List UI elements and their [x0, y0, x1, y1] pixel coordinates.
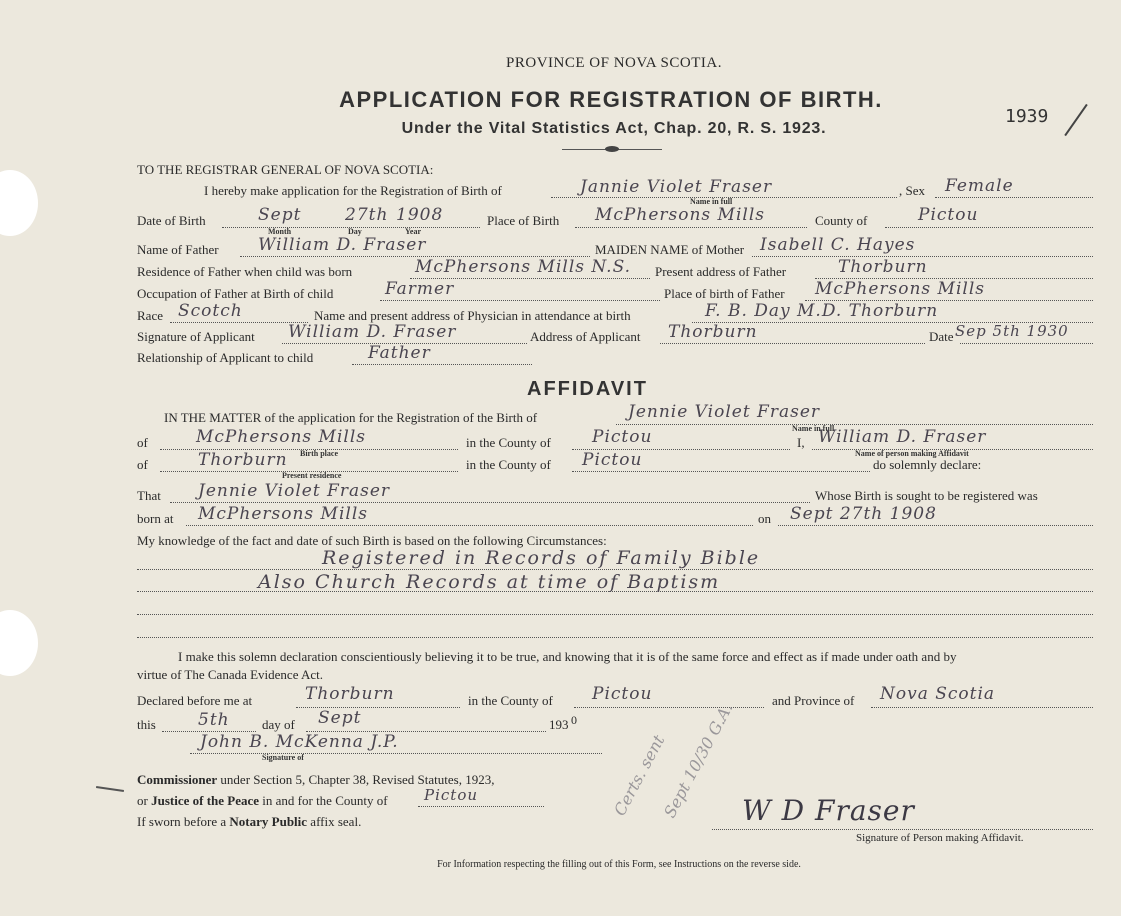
- affiant-signature-line: [712, 829, 1093, 830]
- county-entry: Pictou: [918, 205, 979, 225]
- present-address-label: Present address of Father: [655, 264, 787, 279]
- declared-county-entry: Pictou: [592, 684, 653, 704]
- relationship-line: [352, 364, 532, 365]
- sex-line: [935, 197, 1093, 198]
- affidavit-matter-text: IN THE MATTER of the application for the Registration of the Birth of: [164, 410, 538, 425]
- born-at-line: [186, 525, 753, 526]
- commissioner-bold: Commissioner: [137, 772, 218, 787]
- year-printed: 193: [549, 717, 569, 732]
- circumstance-entry-1: Registered in Records of Family Bible: [322, 547, 761, 569]
- pob-line: [575, 227, 807, 228]
- applicant-address-entry: Thorburn: [668, 322, 758, 342]
- month-caption: Month: [268, 227, 292, 236]
- justice-line: [137, 793, 388, 809]
- signature-of-caption: Signature of: [262, 753, 304, 762]
- declaration-text-2: virtue of The Canada Evidence Act.: [137, 667, 324, 682]
- child-name-entry: Jannie Violet Fraser: [580, 177, 773, 197]
- justice-or: or: [137, 793, 148, 808]
- of-label-2: of: [137, 457, 148, 472]
- maiden-name-entry: Isabell C. Hayes: [760, 235, 916, 255]
- form-subtitle: Under the Vital Statistics Act, Chap. 20, R. S. 1923.: [401, 120, 827, 137]
- born-on-line: [778, 525, 1093, 526]
- declared-county-label: in the County of: [468, 693, 553, 708]
- this-day-entry: 5th: [198, 710, 230, 730]
- pencil-note-1: Certs. sent: [610, 731, 669, 819]
- born-on-entry: Sept 27th 1908: [790, 504, 937, 524]
- notary-post: affix seal.: [310, 814, 362, 829]
- that-entry: Jennie Violet Fraser: [198, 481, 391, 501]
- occupation-label: Occupation of Father at Birth of child: [137, 286, 334, 301]
- circumstance-entry-2: Also Church Records at time of Baptism: [258, 571, 721, 593]
- maiden-name-label: MAIDEN NAME of Mother: [595, 242, 745, 257]
- hereby-label: I hereby make application for the Registration of Birth of: [204, 183, 502, 198]
- race-entry: Scotch: [178, 301, 243, 321]
- county-line: [885, 227, 1093, 228]
- occupation-line: [380, 300, 660, 301]
- notary-pre: If sworn before a: [137, 814, 227, 829]
- declared-before-label: Declared before me at: [137, 693, 253, 708]
- person-caption: Name of person making Affidavit: [855, 449, 969, 458]
- year-caption: Year: [405, 227, 421, 236]
- of-label-1: of: [137, 435, 148, 450]
- applicant-address-line: [660, 343, 925, 344]
- punch-hole-bottom: [0, 610, 38, 676]
- declared-province-entry: Nova Scotia: [880, 684, 996, 704]
- date-label: Date: [929, 329, 954, 344]
- occupation-entry: Farmer: [385, 279, 455, 299]
- in-county-label-1: in the County of: [466, 435, 551, 450]
- county2-entry: Pictou: [582, 450, 643, 470]
- province-label: and Province of: [772, 693, 855, 708]
- on-label: on: [758, 511, 771, 526]
- applicant-address-label: Address of Applicant: [530, 329, 641, 344]
- relationship-entry: Father: [368, 343, 431, 363]
- commissioner-signature-entry: John B. McKenna J.P.: [200, 732, 399, 752]
- residence2-entry: Thorburn: [198, 450, 288, 470]
- pencil-note-2: Sept 10/30 G.A.: [660, 699, 737, 821]
- affidavit-name-in-full-caption: Name in full: [792, 424, 835, 433]
- birth-place-caption: Birth place: [300, 449, 338, 458]
- province-heading: PROVINCE OF NOVA SCOTIA.: [506, 55, 722, 71]
- knowledge-label: My knowledge of the fact and date of such Birth is based on the following Circumstances:: [137, 533, 607, 548]
- margin-dash-mark: [96, 786, 124, 792]
- year-digit-entry: 0: [571, 713, 577, 727]
- present-residence-caption: Present residence: [282, 471, 342, 480]
- of-place-entry: McPhersons Mills: [196, 427, 366, 447]
- affiant-signature-entry: W D Fraser: [742, 794, 915, 827]
- sex-entry: Female: [945, 176, 1014, 196]
- father-birthplace-entry: McPhersons Mills: [815, 279, 985, 299]
- sex-label: , Sex: [899, 183, 925, 198]
- that-line: [170, 502, 810, 503]
- father-entry: William D. Fraser: [258, 235, 427, 255]
- dob-year-entry: 1908: [396, 205, 444, 225]
- notary-bold: Notary Public: [229, 814, 308, 829]
- declared-province-line: [871, 707, 1093, 708]
- whose-birth-label: Whose Birth is sought to be registered was: [815, 488, 1038, 503]
- that-label: That: [137, 488, 161, 503]
- affiant-signature-caption: Signature of Person making Affidavit.: [856, 832, 1024, 844]
- dob-label: Date of Birth: [137, 213, 206, 228]
- father-birthplace-label: Place of birth of Father: [664, 286, 785, 301]
- residence-entry: McPhersons Mills N.S.: [415, 257, 632, 277]
- present-address-entry: Thorburn: [838, 257, 928, 277]
- commissioner-rest: under Section 5, Chapter 38, Revised Statutes, 1923,: [220, 772, 495, 787]
- addressee-line: TO THE REGISTRAR GENERAL OF NOVA SCOTIA:: [137, 162, 434, 177]
- year-stamp: 1939: [1005, 106, 1049, 127]
- pob-label: Place of Birth: [487, 213, 560, 228]
- circumstance-line-3: [137, 614, 1093, 615]
- title-ornament: [562, 148, 662, 152]
- date-entry: Sep 5th 1930: [955, 322, 1069, 340]
- footer-note: For Information respecting the filling out of this Form, see Instructions on the reverse side.: [437, 859, 801, 870]
- race-label: Race: [137, 308, 163, 323]
- affidavit-child-entry: Jennie Violet Fraser: [628, 402, 821, 422]
- i-label: I,: [797, 435, 805, 450]
- justice-county-line: [418, 806, 544, 807]
- justice-bold: Justice of the Peace: [151, 793, 260, 808]
- in-county-label-2: in the County of: [466, 457, 551, 472]
- punch-hole-top: [0, 170, 38, 236]
- commissioner-signature-line: [190, 753, 602, 754]
- affidavit-child-line: [616, 424, 1093, 425]
- physician-label: Name and present address of Physician in attendance at birth: [314, 308, 631, 323]
- declaration-text-1: I make this solemn declaration conscientiously believing it to be true, and knowing that it is of the same force and effect as if made under oath and by: [178, 649, 957, 664]
- county1-entry: Pictou: [592, 427, 653, 447]
- declared-at-entry: Thorburn: [305, 684, 395, 704]
- day-of-entry: Sept: [318, 708, 362, 728]
- born-at-entry: McPhersons Mills: [198, 504, 368, 524]
- physician-entry: F. B. Day M.D. Thorburn: [705, 301, 939, 321]
- circumstance-line-1: [137, 569, 1093, 570]
- affidavit-heading: AFFIDAVIT: [527, 378, 648, 400]
- relationship-label: Relationship of Applicant to child: [137, 350, 314, 365]
- justice-county-entry: Pictou: [424, 786, 479, 804]
- justice-rest: in and for the County of: [262, 793, 388, 808]
- applicant-signature-entry: William D. Fraser: [288, 322, 457, 342]
- signature-label: Signature of Applicant: [137, 329, 255, 344]
- pob-entry: McPhersons Mills: [595, 205, 765, 225]
- dob-day-entry: 27th: [345, 205, 389, 225]
- date-line: [960, 343, 1093, 344]
- this-label: this: [137, 717, 156, 732]
- circumstance-line-4: [137, 637, 1093, 638]
- notary-line: [137, 814, 361, 830]
- day-caption: Day: [348, 227, 362, 236]
- day-of-label: day of: [262, 717, 295, 732]
- dob-month-entry: Sept: [258, 205, 302, 225]
- form-title: APPLICATION FOR REGISTRATION OF BIRTH.: [339, 87, 883, 112]
- born-at-label: born at: [137, 511, 174, 526]
- person-name-entry: William D. Fraser: [818, 427, 987, 447]
- residence-label: Residence of Father when child was born: [137, 264, 353, 279]
- solemnly-declare-label: do solemnly declare:: [873, 457, 982, 472]
- father-label: Name of Father: [137, 242, 219, 257]
- county-of-label: County of: [815, 213, 868, 228]
- name-in-full-caption: Name in full: [690, 197, 733, 206]
- county2-line: [572, 471, 870, 472]
